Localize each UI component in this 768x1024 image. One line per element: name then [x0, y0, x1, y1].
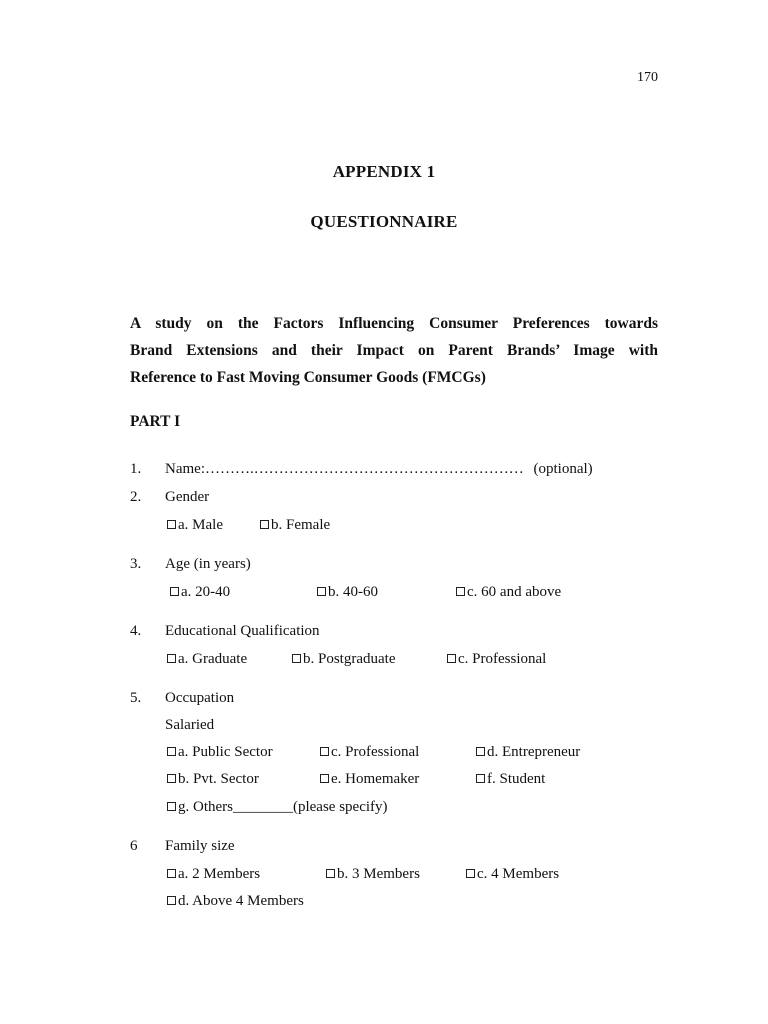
option-label: c. Professional — [331, 744, 420, 760]
study-title-line: A study on the Factors Influencing Consumer Preferences towards — [130, 315, 658, 332]
age-question: Age (in years) — [165, 556, 251, 572]
option-label: a. Public Sector — [178, 744, 273, 760]
family-option-2-members[interactable] — [167, 866, 260, 883]
gender-question: Gender — [165, 489, 210, 505]
appendix-title: APPENDIX 1 — [332, 162, 436, 181]
part-label: PART I — [130, 413, 181, 430]
checkbox-icon[interactable] — [466, 869, 475, 878]
education-question: Educational Qualification — [165, 623, 320, 639]
education-option-professional[interactable] — [447, 651, 546, 668]
family-option-4-members[interactable] — [466, 866, 559, 883]
checkbox-icon[interactable] — [167, 654, 176, 663]
occupation-option-student[interactable] — [476, 771, 545, 788]
checkbox-icon[interactable] — [167, 802, 176, 811]
option-label: f. Student — [487, 771, 546, 787]
option-label: c. Professional — [458, 651, 547, 667]
checkbox-icon[interactable] — [317, 587, 326, 596]
question-number: 4. — [130, 623, 142, 639]
option-label: a. 2 Members — [178, 866, 261, 882]
checkbox-icon[interactable] — [167, 747, 176, 756]
option-label: b. Pvt. Sector — [178, 771, 259, 787]
option-label: d. Above 4 Members — [178, 893, 304, 909]
optional-note: (optional) — [533, 461, 593, 477]
checkbox-icon[interactable] — [167, 869, 176, 878]
checkbox-icon[interactable] — [456, 587, 465, 596]
age-option-60-above[interactable] — [456, 584, 561, 601]
occupation-option-others[interactable] — [167, 799, 388, 816]
option-label: c. 4 Members — [477, 866, 560, 882]
option-label: b. Female — [271, 517, 331, 533]
family-option-3-members[interactable] — [326, 866, 420, 883]
education-option-postgraduate[interactable] — [292, 651, 395, 668]
study-title-line: Brand Extensions and their Impact on Parent Brands’ Image with — [130, 342, 658, 359]
option-label: a. Male — [178, 517, 223, 533]
option-label: b. 40-60 — [328, 584, 378, 600]
page-number: 170 — [637, 70, 658, 85]
checkbox-icon[interactable] — [170, 587, 179, 596]
option-label: g. Others________(please specify) — [178, 799, 388, 815]
occupation-question: Occupation — [165, 690, 235, 706]
checkbox-icon[interactable] — [326, 869, 335, 878]
study-title-line: Reference to Fast Moving Consumer Goods (FMCGs) — [130, 369, 486, 386]
option-label: b. Postgraduate — [303, 651, 396, 667]
checkbox-icon[interactable] — [167, 774, 176, 783]
occupation-subheading: Salaried — [165, 717, 215, 733]
option-label: b. 3 Members — [337, 866, 420, 882]
age-option-20-40[interactable] — [170, 584, 230, 601]
checkbox-icon[interactable] — [320, 774, 329, 783]
occupation-option-public-sector[interactable] — [167, 744, 273, 761]
option-label: a. 20-40 — [181, 584, 231, 600]
question-number: 3. — [130, 556, 142, 572]
checkbox-icon[interactable] — [167, 520, 176, 529]
checkbox-icon[interactable] — [320, 747, 329, 756]
name-question — [165, 461, 593, 478]
checkbox-icon[interactable] — [476, 747, 485, 756]
occupation-option-homemaker[interactable] — [320, 771, 419, 788]
option-label: d. Entrepreneur — [487, 744, 581, 760]
occupation-option-professional[interactable] — [320, 744, 419, 761]
occupation-option-pvt-sector[interactable] — [167, 771, 259, 788]
checkbox-icon[interactable] — [167, 896, 176, 905]
family-size-question: Family size — [165, 838, 235, 854]
family-option-above-4[interactable] — [167, 893, 304, 910]
option-label: c. 60 and above — [467, 584, 562, 600]
age-option-40-60[interactable] — [317, 584, 378, 601]
gender-option-male[interactable] — [167, 517, 223, 534]
option-label: e. Homemaker — [331, 771, 420, 787]
education-option-graduate[interactable] — [167, 651, 247, 668]
checkbox-icon[interactable] — [292, 654, 301, 663]
gender-option-female[interactable] — [260, 517, 330, 534]
option-label: a. Graduate — [178, 651, 248, 667]
occupation-option-entrepreneur[interactable] — [476, 744, 580, 761]
question-number: 1. — [130, 461, 142, 477]
name-label: Name:……….……………………………………………… — [165, 461, 524, 477]
checkbox-icon[interactable] — [447, 654, 456, 663]
checkbox-icon[interactable] — [476, 774, 485, 783]
study-title — [130, 310, 658, 391]
question-number: 2. — [130, 489, 142, 505]
questionnaire-title: QUESTIONNAIRE — [310, 212, 458, 231]
question-number: 5. — [130, 690, 142, 706]
question-number: 6 — [130, 838, 138, 854]
checkbox-icon[interactable] — [260, 520, 269, 529]
